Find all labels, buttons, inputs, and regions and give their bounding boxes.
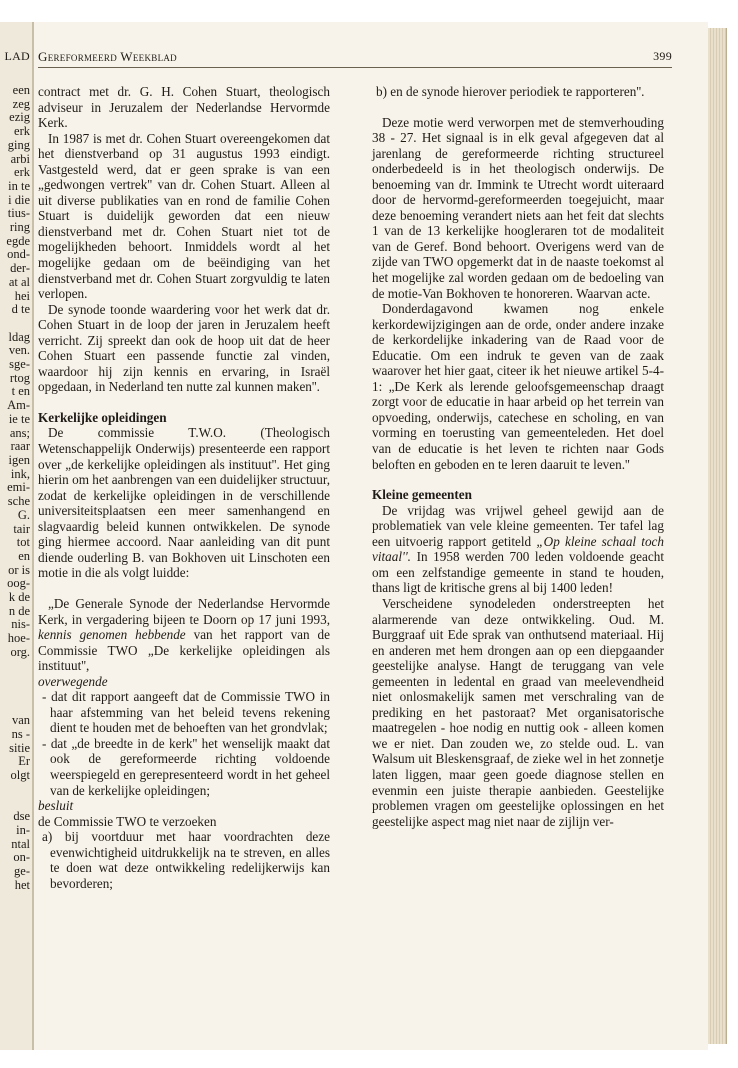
- gutter-fragment: rtog: [9, 371, 30, 385]
- paragraph: [372, 503, 664, 596]
- gutter-fragment: ge-: [14, 865, 30, 879]
- gutter-fragment: ie te: [8, 412, 30, 426]
- gutter-fragment: erk: [14, 125, 30, 139]
- paragraph: In 1987 is met dr. Cohen Stuart overeengekomen dat het dienstverband op 31 augustus 1993 eindigt. Vastgesteld werd, dat er geen sprake is van een „gedwongen vertrek'' van dr. Cohen Stuart. Alleen al uit diverse publikaties van en rond de familie Cohen Stuart is duidelijk geworden dat een nieuw dienstverband met dr. Cohen Stuart niet tot de mogelijkheden behoort. Inmiddels wordt al het mogelijke gedaan om de beëindiging van het dienstverband met dr. Cohen Stuart zorgvuldig te laten verlopen.: [38, 130, 330, 302]
- gutter-fragment: raar: [10, 440, 30, 454]
- gutter-fragment: [0, 673, 32, 687]
- gutter-fragment: [0, 783, 32, 797]
- gutter-fragment: zeg: [12, 97, 30, 111]
- gutter-fragment: ans;: [9, 426, 30, 440]
- gutter-fragment: emi-: [7, 481, 30, 495]
- quote-text: van het rapport van de Commissie TWO „De kerkelijke opleidingen als instituut'',: [38, 627, 330, 674]
- gutter-fragment: i die: [8, 193, 30, 207]
- gutter-fragment: ond-: [7, 248, 30, 262]
- gutter-fragment: ring: [9, 221, 30, 235]
- running-header: [0, 49, 672, 67]
- gutter-fragment: ven.: [8, 344, 30, 358]
- gutter-fragment: sche: [7, 495, 30, 509]
- gutter-fragment: nis-: [11, 618, 30, 632]
- gutter-fragment: t en: [11, 385, 30, 399]
- paragraph: Deze motie werd verworpen met de stemverhouding 38 - 27. Het signaal is in elk geval afgegeven dat al jarenlang de gereformeerde richting structureel onderbedeeld is in het theologisch onderwijs. De benoeming van dr. Immink te Utrecht wordt uiteraard door de hervormd-gereformeerden toegejuicht, maar deze benoeming verandert niets aan het feit dat slechts 1 van de 13 kerkelijke hoogleraren tot de modaliteit van de Geref. Bond behoort. Overigens werd van de zijde van TWO opgemerkt dat in de naaste toekomst al het mogelijke zal worden gedaan om de bedoeling van de motie-Van Bokhoven te honoreren. Waarvan acte.: [372, 114, 664, 301]
- gutter-fragment: org.: [10, 645, 30, 659]
- previous-page-fragments: [0, 84, 32, 892]
- gutter-fragment: ntal: [11, 837, 30, 851]
- gutter-fragment: hoe-: [7, 632, 30, 646]
- motion-quote: [38, 596, 330, 891]
- gutter-fragment: dse: [13, 810, 30, 824]
- gutter-fragment: sitie: [9, 741, 30, 755]
- section-heading: Kerkelijke opleidingen: [38, 409, 167, 425]
- gutter-fragment: G.: [17, 508, 30, 522]
- quote-item: a) bij voortduur met haar voordrachten deze evenwichtigheid uitdrukkelijk na te streven, en alles te doen wat deze ontwikkeling redelijkerwijs kan bevorderen;: [42, 829, 330, 891]
- gutter-fragment: der-: [10, 262, 30, 276]
- gutter-fragment: [0, 317, 32, 331]
- paragraph-text: De vrijdag was vrijwel geheel gewijd aan de problematiek van vele kleine gemeenten. Ter tafel lag een uitvoerig rapport getiteld: [372, 502, 664, 549]
- gutter-fragment: k de: [8, 591, 30, 605]
- gutter-fragment: het: [14, 878, 30, 892]
- gutter-fragment: [0, 701, 32, 715]
- gutter-fragment: Am-: [7, 399, 30, 413]
- left-column: [38, 84, 330, 891]
- paragraph: De commissie T.W.O. (Theologisch Wetenschappelijk Onderwijs) presenteerde een rapport over „de kerkelijke opleidingen als instituut''. Het ging hierin om het aanbrengen van een duidelijker structuur, zodat de kerkelijke opleidingen in de verschillende universiteitsplaatsen een meer samenhangend en slagvaardig beleid kunnen ontwikkelen. De synode ging hiermee accoord. Naar aanleiding van dit punt diende ouderling B. van Bokhoven uit Linschoten een motie in die als volgt luidde:: [38, 425, 330, 581]
- right-column: [372, 84, 664, 829]
- gutter-fragment: Er: [18, 755, 30, 769]
- header-rule: [38, 67, 672, 68]
- section-heading: Kleine gemeenten: [372, 487, 472, 503]
- gutter-fragment: or is: [8, 563, 30, 577]
- gutter-fragment: en: [18, 549, 30, 563]
- quote-emphasis: overwegende: [38, 673, 108, 689]
- header-stub: LAD: [4, 49, 30, 63]
- gutter-fragment: tius-: [7, 207, 30, 221]
- gutter-fragment: van: [11, 714, 30, 728]
- gutter-fragment: in te: [8, 179, 30, 193]
- gutter-fragment: oog-: [7, 577, 30, 591]
- gutter-fragment: egde: [6, 234, 30, 248]
- quote-line: de Commissie TWO te verzoeken: [38, 813, 217, 829]
- quote-paragraph: [38, 596, 330, 674]
- gutter-fragment: ezig: [9, 111, 30, 125]
- gutter-fragment: ns -: [11, 728, 30, 742]
- gutter-fragment: d te: [11, 303, 30, 317]
- quote-emphasis: kennis genomen hebbende: [38, 627, 186, 643]
- page-fore-edge: [708, 28, 727, 1044]
- gutter-fragment: ldag: [8, 330, 30, 344]
- paragraph: Donderdagavond kwamen nog enkele kerkordewijzigingen aan de orde, onder andere inzake de kerkordelijke inkadering van de Raad voor de Educatie. Om een indruk te geven van de zaak waarover het hier gaat, citeer ik het nieuwe artikel 5-4-1: „De Kerk als lerende geloofsgemeenschap draagt zorgt voor de educatie in haar arbeid op het terrein van opvoeding, onderwijs, catechese en scholing, en van vorming en toerusting van gemeenteleden. Het doel van de educatie is het leven te richten naar Gods beloften en geboden en te leren daaruit te leven.'': [372, 301, 664, 472]
- quote-item: - dat „de breedte in de kerk'' het wenselijk maakt dat ook de gereformeerde richting voldoende weerspiegeld en gerepresenteerd wordt in het geheel van de kerkelijke opleidingen;: [42, 735, 330, 798]
- quote-text: „De Generale Synode der Nederlandse Hervormde Kerk, in vergadering bijeen te Doorn op 17 juni 1993,: [38, 595, 330, 627]
- gutter-fragment: erk: [14, 166, 30, 180]
- gutter-fragment: ging: [7, 138, 30, 152]
- gutter-fragment: tot: [16, 536, 30, 550]
- gutter-fragment: in-: [16, 823, 30, 837]
- gutter-fragment: [0, 687, 32, 701]
- gutter-fragment: [0, 797, 32, 811]
- gutter-fragment: tair: [13, 522, 30, 536]
- page-number: 399: [653, 49, 672, 63]
- gutter-fragment: sge-: [9, 358, 30, 372]
- gutter-fragment: een: [12, 84, 30, 97]
- gutter-fragment: arbi: [10, 152, 30, 166]
- gutter-fragment: ink,: [10, 467, 30, 481]
- quote-item: b) en de synode hierover periodiek te rapporteren''.: [376, 84, 645, 99]
- quote-item: - dat dit rapport aangeeft dat de Commissie TWO in haar afstemming van het beleid tevens rekening dient te houden met de behoeften van het grondvlak;: [42, 689, 330, 736]
- gutter-fragment: [0, 660, 32, 674]
- gutter-fragment: igen: [8, 453, 30, 467]
- quote-label: [38, 674, 330, 690]
- gutter-fragment: on-: [13, 851, 30, 865]
- paragraph: De synode toonde waardering voor het werk dat dr. Cohen Stuart in de loop der jaren in Jeruzalem heeft verricht. Zij spreekt dan ook de hoop uit dat de heer Cohen Stuart een passende functie zal vinden, waardoor hij zijn kennis en ervaring, in Israël opgedaan, in Nederland ten nutte zal kunnen maken''.: [38, 301, 330, 395]
- gutter-fragment: hei: [14, 289, 30, 303]
- journal-title: Gereformeerd Weekblad: [38, 49, 177, 64]
- quote-emphasis: besluit: [38, 798, 74, 814]
- quote-label: [38, 798, 330, 814]
- gutter-fragment: at al: [8, 275, 30, 289]
- paragraph: contract met dr. G. H. Cohen Stuart, theologisch adviseur in Jeruzalem der Nederlandse Hervormde Kerk.: [38, 84, 330, 131]
- paragraph: Verscheidene synodeleden onderstreepten het alarmerende van deze ontwikkeling. Oud. M. Burggraaf uit Ede sprak van onthutsend materiaal. Hij en anderen met hem drongen aan op een diepgaander geestelijke analyse. Hangt de teruggang van vele gemeenten in ledental en graad van meelevendheid niet onlosmakelijk samen met verschraling van de prediking en het pastoraat? Met organisatorische maatregelen - hoe nodig en nuttig ook - alleen komen we er niet. Dan zouden we, zo stelde oud. L. van Walsum uit Bleskensgraaf, de zieke wel in het zonnetje laten liggen, maar geen goede diagnose stellen en evenmin een juiste therapie aanbieden. Geestelijke problemen vragen om geestelijke oplossingen en het geestelijke aspect mag niet naar de zijlijn ver-: [372, 595, 664, 829]
- report-title: „Op kleine schaal toch vitaal''.: [372, 533, 665, 565]
- gutter-fragment: olgt: [10, 769, 30, 783]
- paragraph-text: In 1958 werden 700 leden voldoende geacht om een zelfstandige gemeente in stand te houden, thans ligt de kritische grens al bij 1400 leden!: [372, 549, 664, 596]
- gutter-fragment: n de: [8, 604, 30, 618]
